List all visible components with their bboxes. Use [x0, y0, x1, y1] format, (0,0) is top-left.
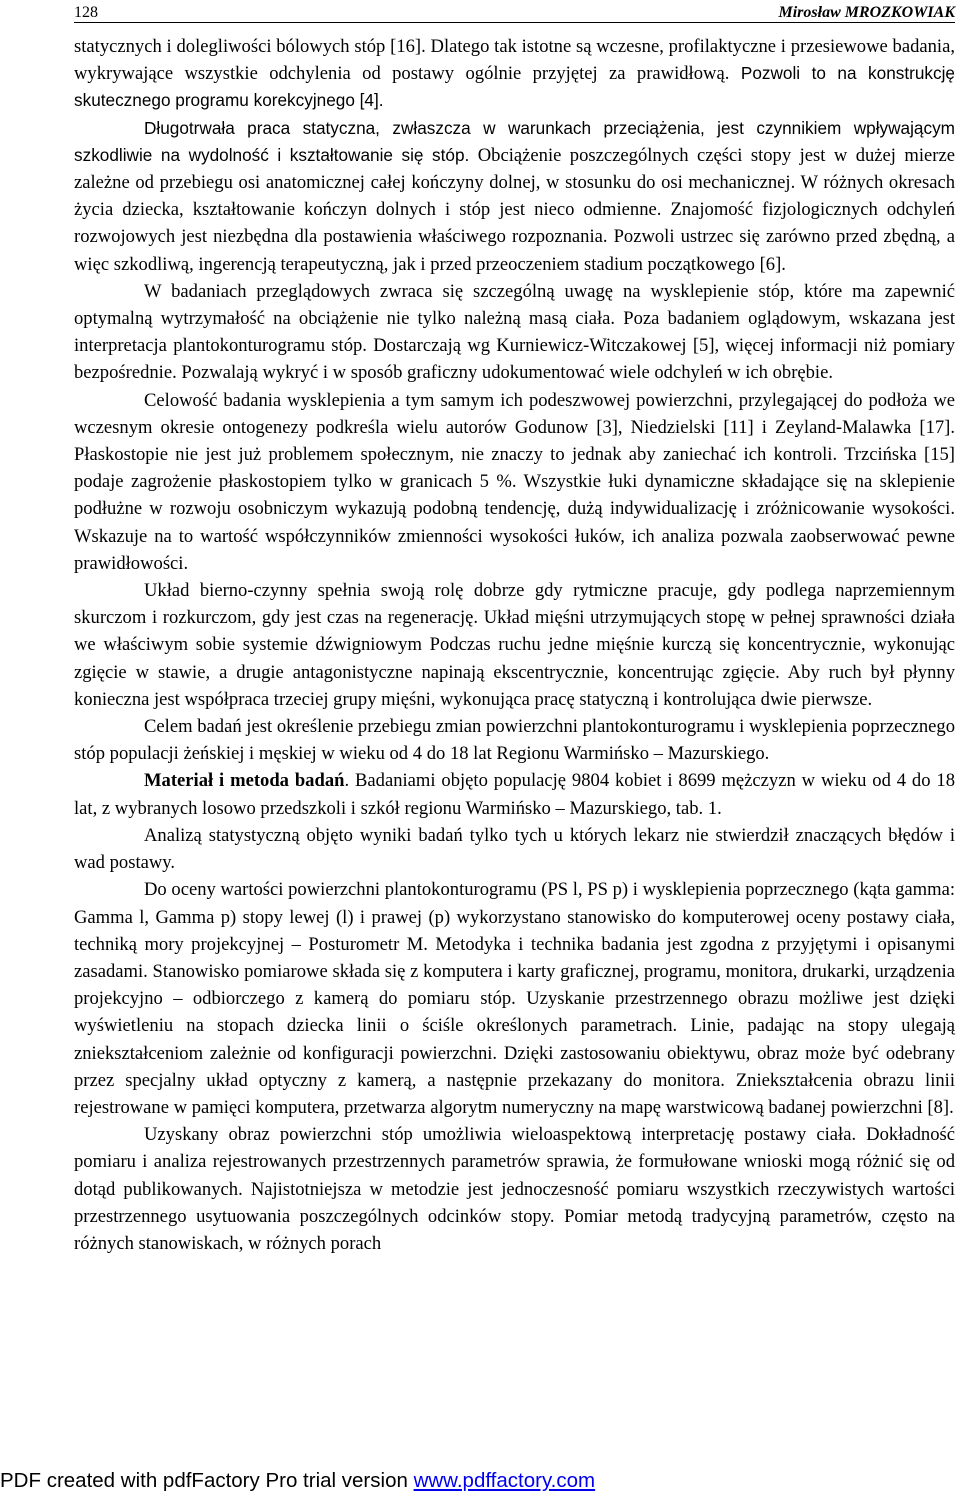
paragraph-7	[74, 767, 955, 821]
paragraph-6: Celem badań jest określenie przebiegu zmian powierzchni plantokonturogramu i wysklepienia poprzecznego stóp populacji żeńskiej i męskiej w wieku od 4 do 18 lat Regionu Warmińsko – Mazurskiego.	[74, 716, 955, 765]
pdffactory-link[interactable]: www.pdffactory.com	[413, 1469, 596, 1492]
paragraph-9: Do oceny wartości powierzchni plantokonturogramu (PS l, PS p) i wysklepienia poprzecznego (kąta gamma: Gamma l, Gamma p) stopy lewej (l) i prawej (p) wykorzystano stanowisko do komputerowej oceny postawy ciała, techniką mory projekcyjnej – Posturometr M. Metodyka i technika badania jest zgodna z przyjętymi i opisanymi zasadami. Stanowisko pomiarowe składa się z komputera i karty graficznej, programu, monitora, drukarki, urządzenia projekcyjno – odbiorczego z kamerą do pomiaru stóp. Uzyskanie przestrzennego obrazu możliwe jest dzięki wyświetleniu na stopach dziecka linii o ściśle określonych parametrach. Linie, padając na stopy ulegają zniekształceniom zależnie od konfiguracji powierzchni. Dzięki zastosowaniu obiektywu, obraz może być odebrany przez specjalny układ optyczny z kamerą, a następnie przekazany do monitora. Zniekształcenia obrazu linii rejestrowane w pamięci komputera, przetwarza algorytm numeryczny na mapę warstwicową badanej powierzchni [8].	[74, 879, 955, 1118]
paragraph-2-tail: Obciążenie poszczególnych części stopy jest w dużej mierze zależne od przebiegu osi anatomicznej całej kończyny dolnej, w stosunku do osi mechanicznej. W różnych okresach życia dziecka, kształtowanie kończyn dolnych i stóp jest nieco odmienne. Znajomość fizjologicznych odchyleń rozwojowych jest niezbędna dla postawienia właściwego rozpoznania. Pozwoli ustrzec się zarówno przed zbędną, a więc szkodliwą, ingerencją terapeutyczną, jak i przed przeoczeniem stadium początkowego [6].	[74, 144, 955, 275]
pdf-watermark-footer	[0, 1468, 960, 1494]
paragraph-8: Analizą statystyczną objęto wyniki badań tylko tych u których lekarz nie stwierdził znaczących błędów i wad postawy.	[74, 824, 955, 874]
paragraph-2	[74, 115, 955, 278]
footer-text: PDF created with pdfFactory Pro trial version	[0, 1469, 414, 1492]
page-number: 128	[74, 4, 98, 21]
paragraph-7-text: . Badaniami objęto populację 9804 kobiet i 8699 mężczyzn w wieku od 4 do 18 lat, z wybranych losowo przedszkoli i szkół regionu Warmińsko – Mazurskiego, tab. 1.	[74, 770, 955, 819]
paragraph-5: Układ bierno-czynny spełnia swoją rolę dobrze gdy rytmiczne pracuje, gdy podlega naprzemiennym skurczom i rozkurczom, gdy jest czas na regenerację. Układ mięśni utrzymujących stopę w pełnej sprawności działa we właściwym sobie systemie dźwigniowym Podczas ruchu jedne mięśnie kurczą się koncentrycznie, wykonując zgięcie w stawie, a drugie antagonistyczne napinają ekscentrycznie, koncentrując zgięcie. Aby ruch był płynny konieczna jest współpraca trzeciej grupy mięśni, wykonująca pracę statyczną i kontrolująca dwie pierwsze.	[74, 580, 955, 710]
paragraph-1-tail: Pozwoli to na konstrukcję skutecznego programu korekcyjnego [4].	[74, 63, 955, 111]
paragraph-1-lead: statycznych i dolegliwości bólowych stóp [16]. Dlatego tak istotne są wczesne, profilaktyczne i przesiewowe badania, wykrywające wszystkie odchylenia od postawy ogólnie przyjętej za prawidłową.	[74, 36, 955, 85]
paragraph-2-lead: Długotrwała praca statyczna, zwłaszcza w warunkach przeciążenia, jest czynnikiem wpływającym szkodliwie na wydolność i kształtowanie się stóp.	[74, 117, 955, 165]
running-header	[74, 0, 955, 23]
document-page	[74, 0, 955, 1257]
paragraph-10: Uzyskany obraz powierzchni stóp umożliwia wieloaspektową interpretację postawy ciała. Dokładność pomiaru i analiza rejestrowanych przestrzennych parametrów sprawia, że formułowane wnioski mogą różnić się od dotąd publikowanych. Najistotniejsza w metodzie jest jednoczesność pomiaru wszystkich rzeczywistych wartości przestrzennego usytuowania poszczególnych odcinków stopy. Pomiar metodą tradycyjną parametrów, często na różnych stanowiskach, w różnych porach	[74, 1124, 955, 1254]
paragraph-4: Celowość badania wysklepienia a tym samym ich podeszwowej powierzchni, przylegającej do podłoża we wczesnym okresie ontogenezy podkreśla wielu autorów Godunow [3], Niedzielski [11] i Zeyland-Malawka [17]. Płaskostopie nie jest już problemem społecznym, nie znaczy to jednak aby zaniechać ich kontroli. Trzcińska [15] podaje zagrożenie płaskostopiem tylko w granicach 5 %. Wszystkie łuki dynamiczne składające się na sklepienie podłużne w rozwoju osobniczym wykazują podobną tendencję, dużą indywidualizację i zróżnicowanie wysokości. Wskazuje na to wartość współczynników zmienności wysokości łuków, ich analiza pozwala zaobserwować pewne prawidłowości.	[74, 389, 955, 574]
running-header-author: Mirosław MROZKOWIAK	[778, 4, 955, 21]
paragraph-3: W badaniach przeglądowych zwraca się szczególną uwagę na wysklepienie stóp, które ma zapewnić optymalną wytrzymałość na obciążenie nie tylko należną masą ciała. Poza badaniem oglądowym, wskazana jest interpretacja plantokonturogramu stóp. Dostarczają wg Kurniewicz-Witczakowej [5], więcej informacji niż pomiary bezpośrednie. Pozwalają wykryć i w sposób graficzny udokumentować wiele odchyleń w ich obrębie.	[74, 280, 955, 384]
body-text	[74, 33, 955, 1257]
section-heading-material-method: Materiał i metoda badań	[144, 770, 345, 792]
paragraph-1	[74, 33, 955, 115]
